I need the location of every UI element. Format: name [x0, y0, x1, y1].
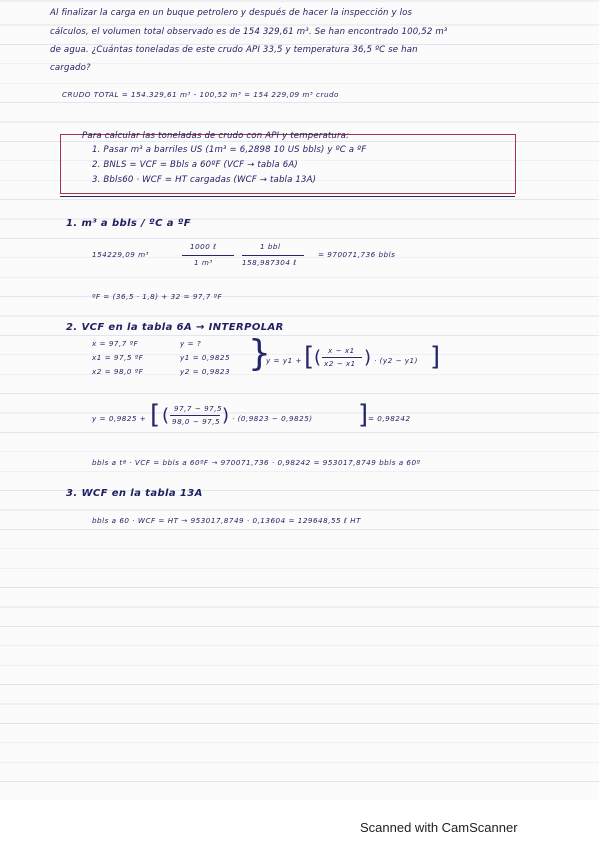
fraction-denominator: x2 − x1	[324, 359, 356, 368]
section-1-temperature: ºF = (36,5 · 1,8) + 32 = 97,7 ºF	[92, 292, 223, 301]
close-paren-glyph: )	[364, 347, 372, 368]
interp-substitution-tail: · (0,9823 − 0,9825)	[232, 414, 313, 423]
section-1-heading: 1. m³ a bbls / ºC a ºF	[66, 218, 192, 229]
right-brace-glyph: }	[248, 333, 271, 374]
procedure-step-2: 2. BNLS = VCF = Bbls a 60ºF (VCF → tabla 6A)	[92, 160, 298, 170]
interp-x2: x2 = 98,0 ºF	[92, 367, 144, 376]
close-bracket-glyph: ]	[358, 400, 369, 430]
procedure-step-3: 3. Bbls60 · WCF = HT cargadas (WCF → tabla 13A)	[92, 175, 317, 185]
crudo-total-line: CRUDO TOTAL = 154.329,61 m³ - 100,52 m³ = 154 229,09 m³ crudo	[62, 90, 339, 99]
open-bracket-glyph: [	[304, 342, 315, 372]
close-paren-glyph: )	[222, 405, 230, 426]
open-bracket-glyph: [	[150, 400, 161, 430]
interp-x1: x1 = 97,5 ºF	[92, 353, 144, 362]
open-paren-glyph: (	[314, 347, 322, 368]
fraction-denominator: 158,987304 ℓ	[242, 258, 297, 267]
procedure-title: Para calcular las toneladas de crudo con API y temperatura:	[82, 131, 350, 141]
section-3-heading: 3. WCF en la tabla 13A	[66, 488, 203, 499]
interp-substitution-lead: y = 0,9825 +	[92, 414, 147, 423]
open-paren-glyph: (	[162, 405, 170, 426]
interp-formula-fraction	[322, 346, 362, 372]
fraction-denominator: 1 m³	[194, 258, 213, 267]
procedure-step-1: 1. Pasar m³ a barriles US (1m³ = 6,2898 10 US bbls) y ºC a ºF	[92, 145, 367, 155]
intro-line-3: de agua. ¿Cuántas toneladas de este crudo API 33,5 y temperatura 36,5 ºC se han	[50, 45, 418, 55]
close-bracket-glyph: ]	[430, 342, 441, 372]
section-2-heading: 2. VCF en la tabla 6A → INTERPOLAR	[66, 322, 284, 333]
fraction-denominator: 98,0 − 97,5	[172, 417, 221, 426]
interp-y: y = ?	[180, 339, 202, 348]
interp-y2: y2 = 0,9823	[180, 367, 231, 376]
fraction-bar	[182, 255, 234, 256]
camscanner-watermark: Scanned with CamScanner	[360, 820, 518, 835]
procedure-box-underline	[60, 196, 515, 197]
section-3-result-line: bbls a 60 · WCF = HT → 953017,8749 · 0,13604 = 129648,55 ℓ HT	[92, 516, 361, 525]
fraction-bar	[170, 415, 220, 416]
section-1-fraction-litres	[182, 242, 234, 272]
interp-x: x = 97,7 ºF	[92, 339, 139, 348]
fraction-numerator: 97,7 − 97,5	[174, 404, 223, 413]
interp-substitution-fraction	[170, 404, 223, 430]
intro-line-2: cálculos, el volumen total observado es de 154 329,61 m³. Se han encontrado 100,52 m³	[50, 27, 448, 37]
interp-y1: y1 = 0,9825	[180, 353, 231, 362]
section-2-bbls60-line: bbls a tª · VCF = bbls a 60ºF → 970071,736 · 0,98242 = 953017,8749 bbls a 60º	[92, 458, 421, 467]
intro-line-1: Al finalizar la carga en un buque petrolero y después de hacer la inspección y los	[50, 8, 413, 18]
fraction-numerator: 1000 ℓ	[190, 242, 217, 251]
section-1-volume: 154229,09 m³	[92, 250, 150, 259]
section-1-fraction-barrel	[242, 242, 304, 272]
section-1-result: = 970071,736 bbls	[318, 250, 396, 259]
fraction-numerator: x − x1	[328, 346, 355, 355]
interp-substitution-result: = 0,98242	[368, 414, 411, 423]
intro-line-4: cargado?	[50, 63, 91, 73]
fraction-bar	[242, 255, 304, 256]
fraction-bar	[322, 357, 362, 358]
fraction-numerator: 1 bbl	[260, 242, 281, 251]
interp-formula-lead: y = y1 +	[266, 356, 302, 365]
interp-formula-tail: · (y2 − y1)	[374, 356, 418, 365]
